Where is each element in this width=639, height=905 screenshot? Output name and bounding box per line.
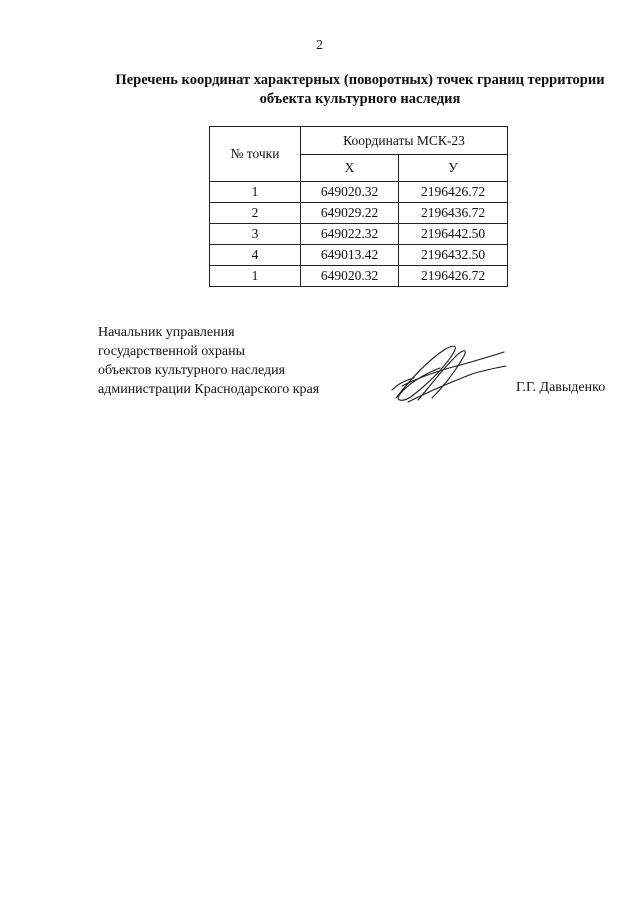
header-x: Х <box>301 155 399 182</box>
table-row <box>210 182 508 203</box>
cell-y: 2196426.72 <box>399 266 508 287</box>
header-y: У <box>399 155 508 182</box>
table-row <box>210 245 508 266</box>
signatory-position-line: объектов культурного наследия <box>98 363 286 378</box>
document-title-line-1: Перечень координат характерных (поворотных) точек границ территории <box>115 72 605 88</box>
document-title-line-2: объекта культурного наследия <box>259 91 461 107</box>
table-row <box>210 266 508 287</box>
cell-x: 649013.42 <box>301 245 399 266</box>
coordinates-table <box>209 126 508 287</box>
cell-x: 649020.32 <box>301 182 399 203</box>
handwritten-signature <box>388 340 508 406</box>
cell-y: 2196436.72 <box>399 203 508 224</box>
table-header-row <box>210 127 508 155</box>
cell-point: 3 <box>210 224 301 245</box>
document-title <box>80 71 639 109</box>
signatory-position-line: Начальник управления <box>98 325 235 340</box>
cell-y: 2196432.50 <box>399 245 508 266</box>
cell-point: 1 <box>210 266 301 287</box>
cell-y: 2196442.50 <box>399 224 508 245</box>
table-row <box>210 203 508 224</box>
cell-x: 649020.32 <box>301 266 399 287</box>
cell-y: 2196426.72 <box>399 182 508 203</box>
cell-point: 4 <box>210 245 301 266</box>
page-number: 2 <box>316 38 323 53</box>
cell-x: 649029.22 <box>301 203 399 224</box>
cell-point: 2 <box>210 203 301 224</box>
cell-x: 649022.32 <box>301 224 399 245</box>
signatory-position <box>98 323 319 399</box>
table-row <box>210 224 508 245</box>
cell-point: 1 <box>210 182 301 203</box>
header-coordinates-group: Координаты МСК-23 <box>301 127 508 155</box>
signatory-position-line: государственной охраны <box>98 344 246 359</box>
header-point-number: № точки <box>210 127 301 182</box>
signatory-name: Г.Г. Давыденко <box>516 380 606 395</box>
signatory-position-line: администрации Краснодарского края <box>98 382 320 397</box>
